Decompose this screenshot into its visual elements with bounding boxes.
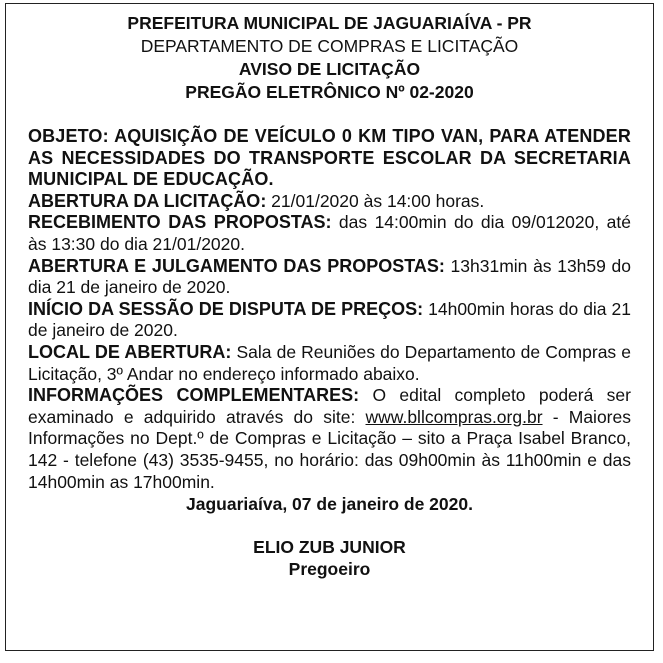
header-procurement-number: PREGÃO ELETRÔNICO Nº 02-2020	[185, 82, 474, 102]
disputa-label: INÍCIO DA SESSÃO DE DISPUTA DE PREÇOS:	[28, 298, 424, 319]
disputa-paragraph	[28, 299, 631, 342]
recebimento-text: das 14:00min do dia 09/012020, até às 13:30 do dia 21/01/2020.	[28, 212, 631, 254]
disputa-text: 14h00min horas do dia 21 de janeiro de 2020.	[28, 298, 631, 341]
local-paragraph	[28, 342, 631, 385]
date-line: Jaguariaíva, 07 de janeiro de 2020.	[186, 494, 473, 515]
signature-name: ELIO ZUB JUNIOR	[253, 537, 406, 558]
julgamento-paragraph	[28, 256, 631, 299]
spacer	[28, 104, 631, 126]
signature-role: Pregoeiro	[288, 559, 371, 580]
notice-body	[28, 191, 631, 493]
abertura-label: ABERTURA DA LICITAÇÃO:	[28, 190, 267, 211]
header-municipality: PREFEITURA MUNICIPAL DE JAGUARIAÍVA - PR	[127, 13, 532, 33]
recebimento-label: RECEBIMENTO DAS PROPOSTAS:	[28, 212, 332, 233]
objeto-paragraph: OBJETO: AQUISIÇÃO DE VEÍCULO 0 KM TIPO VAN, PARA ATENDER AS NECESSIDADES DO TRANSPORTE ESCOLAR DA SECRETARIA MUNICIPAL DE EDUCAÇÃO.	[28, 126, 631, 190]
julgamento-text: 13h31min às 13h59 do dia 21 de janeiro de 2020.	[28, 255, 631, 298]
header-notice-type: AVISO DE LICITAÇÃO	[238, 59, 421, 79]
local-text: Sala de Reuniões do Departamento de Compras e Licitação, 3º Andar no endereço informado abaixo.	[28, 341, 631, 384]
header-department: DEPARTAMENTO DE COMPRAS E LICITAÇÃO	[140, 36, 519, 56]
informacoes-text-after: - Maiores Informações no Dept.º de Compras e Licitação – sito a Praça Isabel Branco, 142 - telefone (43) 3535-9455, no horário: das 09h00min às 11h00min e das 14h00min as 17h00min.	[28, 406, 631, 492]
recebimento-paragraph	[28, 212, 631, 255]
abertura-text: 21/01/2020 às 14:00 horas.	[266, 190, 485, 211]
signature-block	[28, 536, 631, 580]
bllcompras-link[interactable]: www.bllcompras.org.br	[365, 406, 543, 427]
abertura-paragraph	[28, 191, 631, 213]
informacoes-text-before: O edital completo poderá ser examinado e adquirido através do site:	[28, 385, 631, 427]
julgamento-label: ABERTURA E JULGAMENTO DAS PROPOSTAS:	[28, 255, 445, 276]
informacoes-label: INFORMAÇÕES COMPLEMENTARES:	[28, 385, 360, 406]
informacoes-paragraph	[28, 385, 631, 493]
local-label: LOCAL DE ABERTURA:	[28, 341, 232, 362]
licitation-notice	[5, 3, 654, 651]
